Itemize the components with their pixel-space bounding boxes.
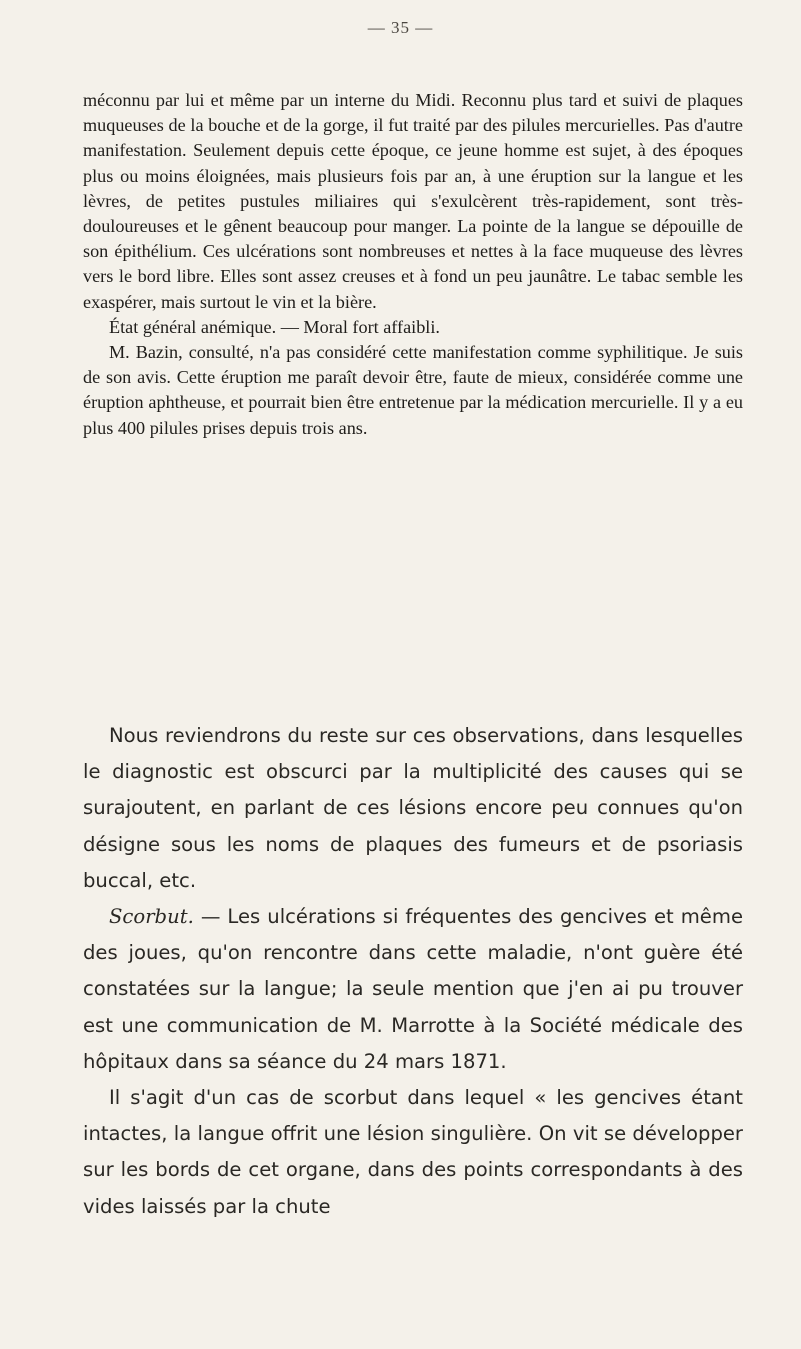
- paragraph: M. Bazin, consulté, n'a pas considéré cette manifestation comme syphilitique. Je suis de son avis. Cette éruption me paraît devoir être, faute de mieux, considérée comme une éruption aphtheuse, et pourrait bien être entretenue par la médication mercurielle. Il y a eu plus 400 pilules prises depuis trois ans.: [83, 342, 743, 438]
- page-number: — 35 —: [367, 18, 434, 37]
- paragraph: Nous reviendrons du reste sur ces observations, dans lesquelles le diagnostic est obscurci par la multiplicité des causes qui se surajoutent, en parlant de ces lésions encore peu connues qu'on désigne sous les noms de plaques des fumeurs et de psoriasis buccal, etc.: [83, 724, 743, 892]
- paragraph: État général anémique. — Moral fort affaibli.: [109, 316, 440, 337]
- case-observation-text: [83, 88, 743, 441]
- paragraph: méconnu par lui et même par un interne du Midi. Reconnu plus tard et suivi de plaques muqueuses de la bouche et de la gorge, il fut traité par des pilules mercurielles. Pas d'autre manifestation. Seulement depuis cette époque, ce jeune homme est sujet, à des époques plus ou moins éloignées, mais plusieurs fois par an, à une éruption sur la langue et les lèvres, de petites pustules miliaires qui s'exulcèrent très-rapidement, sont très-douloureuses et le gênent beaucoup pour manger. La pointe de la langue se dépouille de son épithélium. Ces ulcérations sont nombreuses et nettes à la face muqueuse des lèvres vers le bord libre. Elles sont assez creuses et à fond un peu jaunâtre. Le tabac semble les exaspérer, mais surtout le vin et la bière.: [83, 90, 743, 312]
- main-text: [83, 718, 743, 1225]
- section-heading-scorbut: Scorbut.: [109, 905, 194, 929]
- paragraph-body: — Les ulcérations si fréquentes des gencives et même des joues, qu'on rencontre dans cette maladie, n'ont guère été constatées sur la langue; la seule mention que j'en ai pu trouver est une communication de M. Marrotte à la Société médicale des hôpitaux dans sa séance du 24 mars 1871.: [83, 905, 743, 1073]
- paragraph-scorbut: [83, 899, 743, 1080]
- paragraph: Il s'agit d'un cas de scorbut dans lequel « les gencives étant intactes, la langue offrit une lésion singulière. On vit se développer sur les bords de cet organe, dans des points correspondants à des vides laissés par la chute: [83, 1086, 743, 1218]
